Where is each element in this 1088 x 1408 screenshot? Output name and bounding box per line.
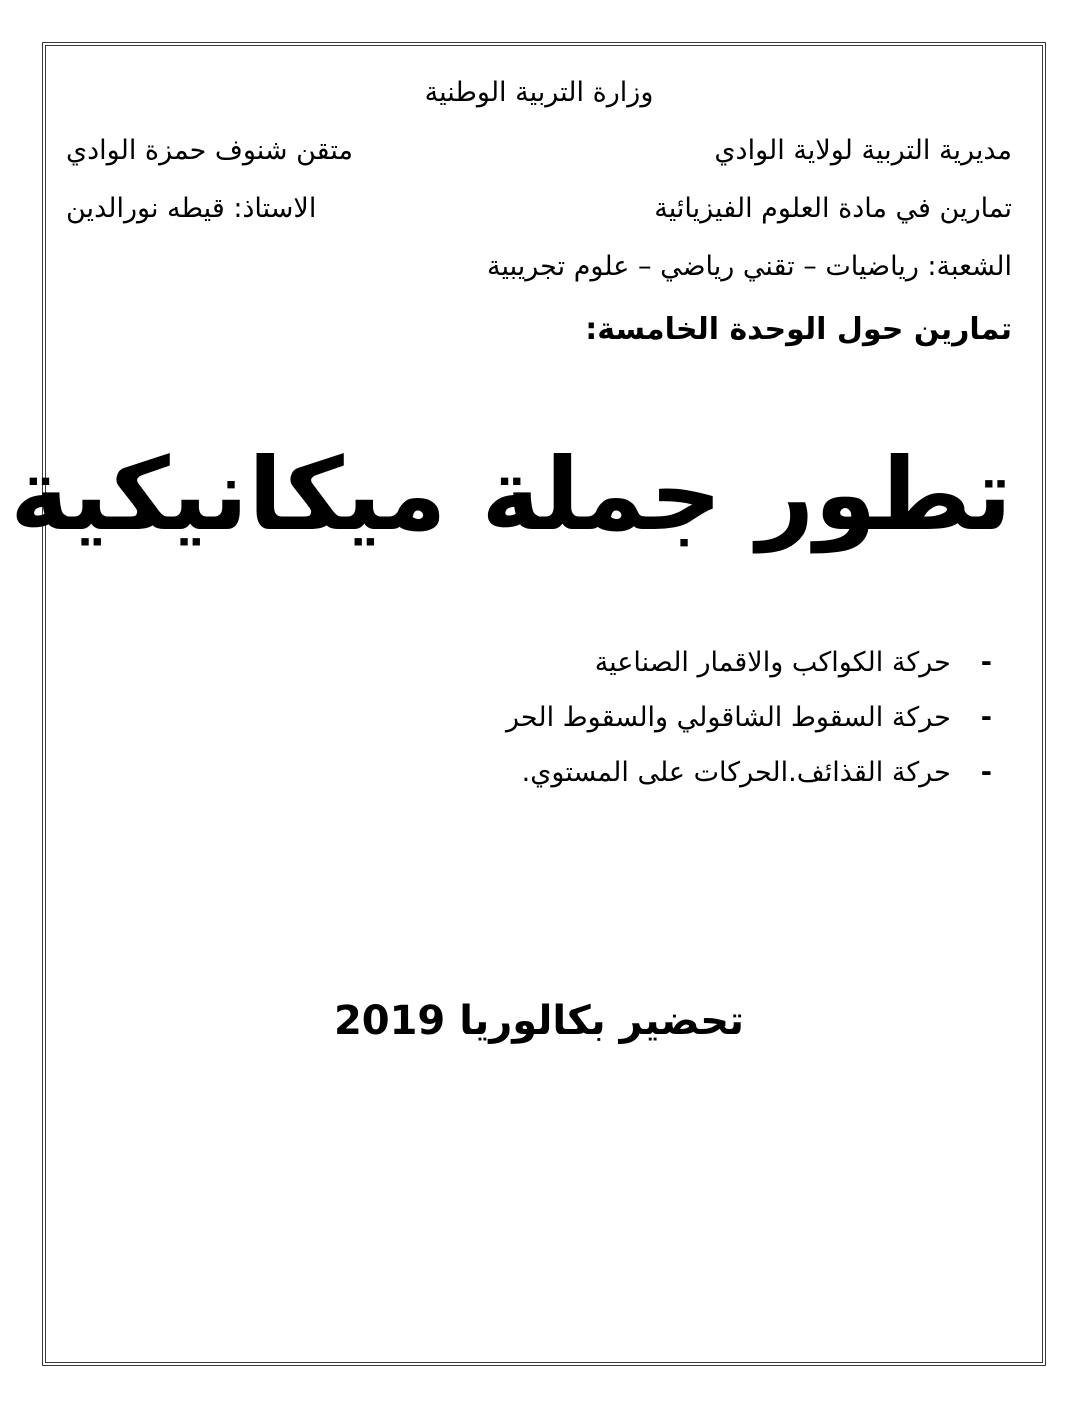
unit-header: تمارين حول الوحدة الخامسة:: [585, 312, 1012, 347]
directorate-line: مديرية التربية لولاية الوادي: [714, 135, 1012, 166]
subject-line: تمارين في مادة العلوم الفيزيائية: [654, 193, 1012, 224]
header-row-2: [66, 190, 1012, 228]
stream-line: الشعبة: رياضيات – تقني رياضي – علوم تجريبية: [486, 251, 1012, 282]
list-item: [66, 644, 992, 682]
teacher-line: الاستاذ: قيطه نورالدين: [66, 193, 317, 224]
page-border: [10, 42, 1046, 1366]
dash-bullet-icon: -: [980, 702, 992, 733]
list-item: [66, 699, 992, 737]
footer-title: تحضير بكالوريا 2019: [333, 998, 745, 1044]
bullet-list: [66, 644, 1012, 792]
school-line: متقن شنوف حمزة الوادي: [66, 135, 353, 166]
header-row-1: [66, 132, 1012, 170]
ministry-line: وزارة التربية الوطنية: [424, 77, 654, 108]
page-content: [10, 46, 1042, 1362]
dash-bullet-icon: -: [980, 757, 992, 788]
bullet-text: حركة القذائف.الحركات على المستوي.: [521, 757, 951, 788]
main-title: تطور جملة ميكانيكية: [10, 436, 1012, 553]
dash-bullet-icon: -: [980, 647, 992, 678]
list-item: [66, 754, 992, 792]
bullet-text: حركة السقوط الشاقولي والسقوط الحر: [506, 702, 951, 733]
bullet-text: حركة الكواكب والاقمار الصناعية: [594, 647, 951, 678]
